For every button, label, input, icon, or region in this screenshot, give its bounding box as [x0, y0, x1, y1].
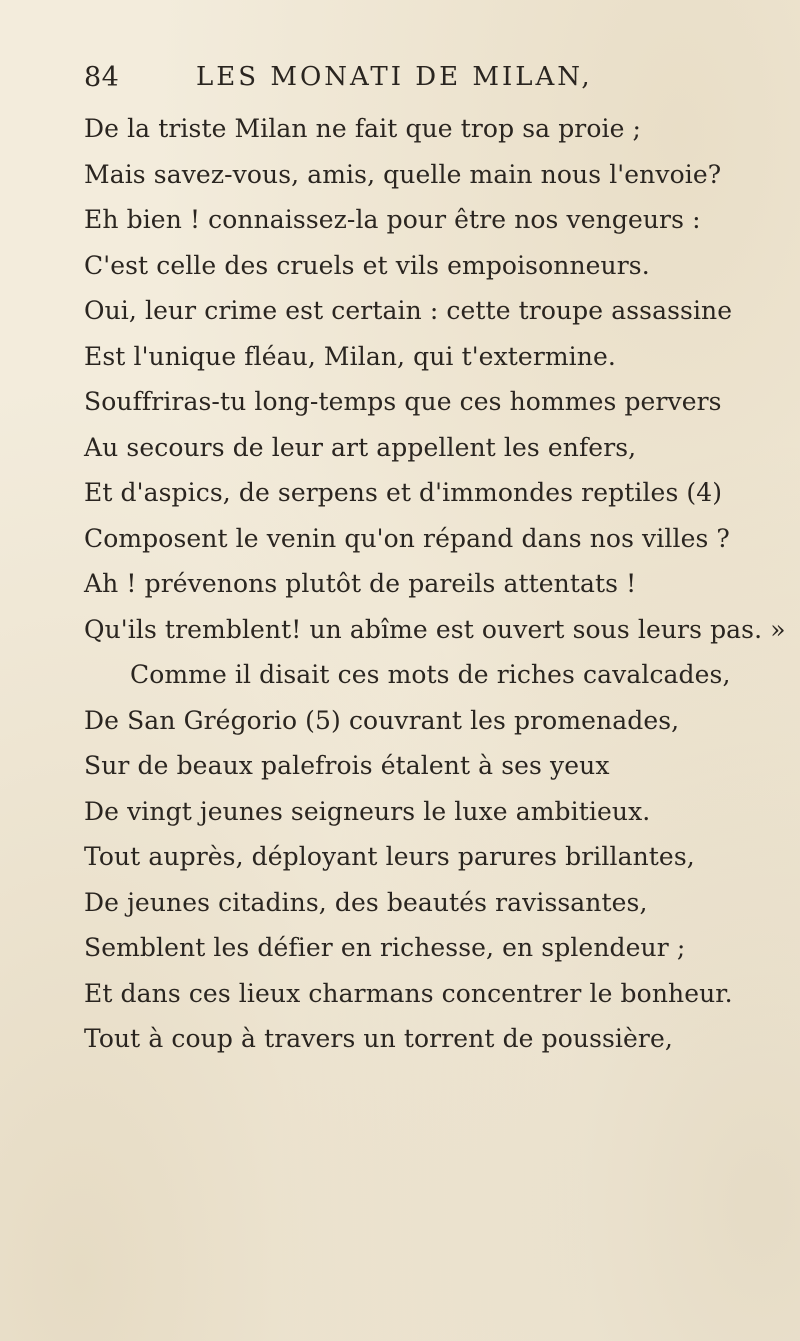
verse-line: Est l'unique fléau, Milan, qui t'extermine. [84, 341, 616, 371]
verse-line: Au secours de leur art appellent les enfers, [84, 432, 637, 462]
page-number: 84 [84, 62, 120, 93]
verse-line: Et d'aspics, de serpens et d'immondes reptiles (4) [84, 478, 723, 507]
verse-line: Mais savez-vous, amis, quelle main nous l'envoie? [84, 159, 722, 189]
verse-line: C'est celle des cruels et vils empoisonneurs. [84, 250, 650, 280]
verse-line: De vingt jeunes seigneurs le luxe ambitieux. [84, 796, 651, 826]
poem-text [84, 106, 786, 1062]
verse-line: Tout auprès, déployant leurs parures brillantes, [84, 842, 695, 871]
verse-line: Et dans ces lieux charmans concentrer le bonheur. [84, 978, 733, 1008]
verse-line: De jeunes citadins, des beautés ravissantes, [84, 887, 648, 917]
verse-line: Semblent les défier en richesse, en splendeur ; [84, 933, 686, 962]
verse-line: Oui, leur crime est certain : cette troupe assassine [84, 296, 733, 325]
verse-line: Souffriras-tu long-temps que ces hommes pervers [84, 387, 722, 416]
verse-line: Eh bien ! connaissez-la pour être nos vengeurs : [84, 205, 701, 234]
verse-line: De San Grégorio (5) couvrant les promenades, [84, 705, 680, 735]
verse-line: Composent le venin qu'on répand dans nos villes ? [84, 523, 730, 553]
verse-line: Sur de beaux palefrois étalent à ses yeux [84, 751, 610, 780]
verse-line: De la triste Milan ne fait que trop sa proie ; [84, 114, 642, 143]
verse-line: Tout à coup à travers un torrent de poussière, [84, 1024, 673, 1053]
running-title: LES MONATI DE MILAN, [196, 62, 593, 92]
page-header [84, 62, 724, 102]
verse-line: Qu'ils tremblent! un abîme est ouvert sous leurs pas. » [84, 614, 786, 644]
verse-line: Comme il disait ces mots de riches cavalcades, [130, 660, 731, 689]
verse-line: Ah ! prévenons plutôt de pareils attentats ! [84, 569, 637, 598]
